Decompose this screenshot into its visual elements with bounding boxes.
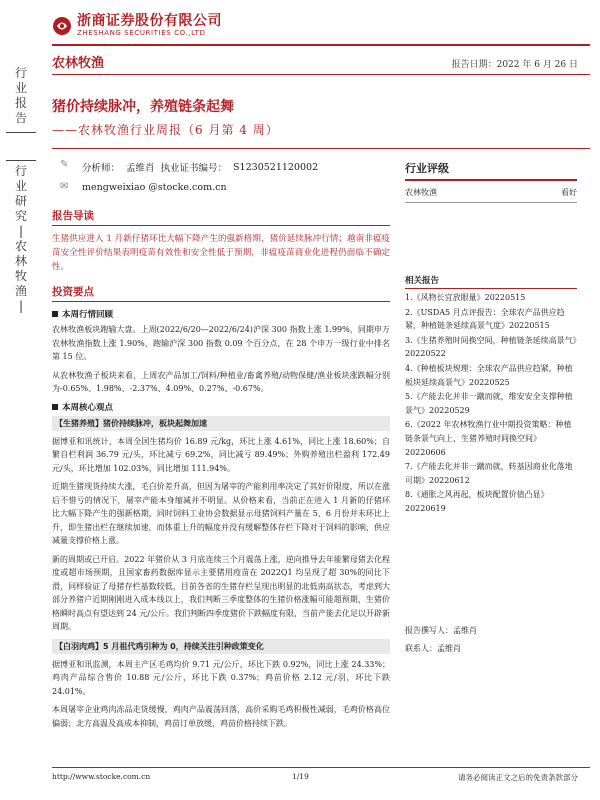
summary-text: 生猪供应进入 1 月新仔猪环比大幅下降产生的强新格期，猪价延续脉冲行情；越南非瘟疫苗安全性评价结果表明疫苗有效性和安全性低于预期，非瘟疫苗商业化进程仍面临不确定性。: [52, 234, 390, 272]
related-item[interactable]: 3.《生猪养殖时间换空间，种植链条延续高景气》20220522: [405, 335, 577, 359]
side-char: 究: [14, 209, 27, 223]
analyst-info: [82, 160, 324, 174]
paragraph: 从农林牧渔子板块来看，上周农产品加工/饲料/种植业/畜禽养殖/动物保健/渔业板块涨跌幅分别为-0.65%、1.98%、-2.37%、4.09%、0.27%、-0.67%。: [52, 370, 390, 393]
subsection-title: 本周行情回顾: [62, 310, 114, 320]
related-item[interactable]: 4.《种植板块规理：全球农产品供应趋紧，种植板块延续高景气》20220525: [405, 363, 573, 387]
topic-bar-hog: 【生猪养殖】猪价持续脉冲，板块起舞加速: [52, 416, 390, 431]
analyst-label: 分析师：: [82, 163, 121, 174]
side-char: 研: [14, 194, 27, 208]
rating-industry: 农林牧渔: [405, 188, 437, 197]
square-bullet-icon: [52, 311, 58, 317]
subsection-core-view: [52, 401, 390, 413]
side-char: 报: [14, 96, 27, 110]
side-divider: [6, 132, 36, 133]
company-logo: [52, 14, 222, 37]
summary-heading: 报告导读: [52, 208, 390, 226]
report-title: 猪价持续脉冲，养殖链条起舞: [52, 99, 234, 115]
report-subtitle: ——农林牧渔行业周报（6 月第 4 周）: [52, 123, 279, 137]
related-heading: 相关报告: [405, 274, 577, 289]
paragraph: 据博亚和讯监测，本周主产区毛鸡均价 9.71 元/公斤，环比下跌 0.92%，同比上涨 24.33%；鸡肉产品综合售价 10.88 元/公斤，环比下跌 0.37%；鸡苗价格 2.12 元/羽，环比下跌 24.01%。: [52, 659, 390, 696]
page-number: 1/19: [292, 772, 309, 781]
mail-icon: ✉: [60, 181, 69, 192]
pen-icon: ✎: [60, 159, 69, 170]
rating-box: [405, 160, 577, 203]
company-name-en: ZHESHANG SECURITIES CO.,LTD: [77, 29, 206, 37]
cert-label: 执业证书编号：: [160, 163, 228, 174]
header-underline: [52, 74, 590, 75]
contacts: [405, 622, 477, 658]
report-date: 报告日期：2022 年 6 月 26 日: [451, 60, 578, 70]
contact-person: 联系人：孟维肖: [405, 644, 461, 653]
side-tab-report: [2, 66, 40, 130]
rating-row: [405, 181, 577, 203]
title-rule: [52, 148, 590, 149]
invest-heading: 投资要点: [52, 284, 390, 302]
side-tab-research: [2, 164, 40, 314]
subsection-title: 本周核心观点: [62, 402, 114, 413]
side-char: 行: [14, 164, 27, 178]
side-char: 告: [14, 111, 27, 125]
rating-heading: 行业评级: [405, 160, 577, 181]
footer-disclaimer: 请务必阅读正文之后的免责条款部分: [458, 773, 578, 782]
paragraph: 据博亚和讯统计，本周全国生猪均价 16.89 元/kg，环比上涨 4.61%，同比上涨 18.60%；自繁自栏利润 36.79 元/头，环比减亏 69.2%，同比减亏 89.49%；外购养殖出栏盈利 172.49 元/头，环比增加 102.03%，同比增加 111.94%。: [52, 436, 390, 473]
side-divider: [6, 160, 36, 161]
analyst-email[interactable]: mengweixiao @stocke.com.cn: [82, 182, 227, 193]
header-rule: [52, 44, 590, 46]
related-item[interactable]: 6.《2022 年农林牧渔行业中期投资策略：种植链条景气向上，生猪养殖时间换空间》20220606: [405, 420, 572, 457]
side-char: |: [18, 299, 24, 313]
related-item[interactable]: 5.《产能去化并非一蹴而就，维安安全支撑种植景气》20220529: [405, 392, 573, 415]
subsection-market-review: [52, 308, 390, 320]
side-char: 渔: [14, 284, 27, 298]
rating-value: 看好: [561, 188, 577, 197]
related-item[interactable]: 8.《通胀之风再起，板块配置价值凸显》20220619: [405, 490, 549, 513]
report-writer: 报告撰写人：孟维肖: [405, 626, 477, 635]
side-char: 农: [14, 239, 27, 253]
paragraph: 新的周期或已开启。2022 年猪价从 3 月底连续三个月震荡上涨，逆向推导去年能繁母猪去化程度或超市场预期，且国家畜药数据库显示主要猪用疫苗在 2022Q1 均呈现了超 30%的同比下滑，同样验证了母猪存栏基数较低，目前各省的生猪存栏呈现出明显的北低南高状态，考虑到大部分养猪户近期刚刚进入成本线以上，我们判断三季度整体的生猪价格涨幅可能超预期，生猪价格瞬时高点有望达到 24 元/公斤。我们判断四季度猪价下跌幅度有限，当前产能去化足以开辟新周期。: [52, 554, 390, 631]
side-char: 业: [14, 81, 27, 95]
side-char: 牧: [14, 269, 27, 283]
paragraph: 近期生猪现货持续大涨，毛白价差升高，但因为屠宰的产能利用率决定了其好价限度，所以在涨后不惜亏的情况下，屠宰产能本身缩减并不明显。从价格来看，当前正在进入 1 月新的仔猪环比大幅下降产生的强新格期，同时饲料工业协会数据显示母猪饲料产量在 5、6 月份并未环比上升，即生猪出栏在继续加速，而体重上升的幅度并没有缓解整体存栏下降对于饲料的影响，供应减量支撑价格上涨。: [52, 482, 390, 545]
footer-url[interactable]: http://www.stocke.com.cn: [52, 772, 151, 781]
footer-rule: [52, 767, 590, 768]
paragraph: 农林牧渔板块跑输大盘。上周(2022/6/20—2022/6/24)沪深 300 指数上涨 1.99%，同期申万农林牧渔指数上涨 1.90%，跑输沪深 300 指数 0.09 个百分点，在 28 个申万一级行业中排名第 15 位。: [52, 325, 390, 361]
topic-bar-broiler: 【白羽肉鸡】5 月祖代鸡引种为 0，持续关注引种政策变化: [52, 639, 390, 654]
logo-mark-icon: [52, 16, 72, 36]
industry-label: 农林牧渔: [52, 56, 105, 71]
side-char: 业: [14, 179, 27, 193]
related-item[interactable]: 7.《产能去化并非一蹴而就，转基因商业化落地可期》20220612: [405, 462, 573, 485]
paragraph: 本周屠宰企业鸡肉冻品走货缓慢，鸡肉产品震荡回落，高价采购毛鸡积极性减弱，毛鸡价格高位偏弱；北方高温及高成本抑制，鸡苗订单放缓，鸡苗价格持续下跌。: [52, 705, 390, 728]
related-item[interactable]: 2.《USDA5 月点评报告：全球农产品供应趋紧，种植链条延续高景气度》20220515: [405, 307, 565, 331]
side-char: |: [18, 224, 24, 238]
company-name-cn: 浙商证券股份有限公司: [77, 13, 222, 29]
main-column: [52, 208, 390, 735]
cert-number: S1230521120002: [233, 161, 319, 173]
related-list: [405, 291, 577, 517]
square-bullet-icon: [52, 404, 58, 410]
analyst-name: 孟维肖: [126, 163, 155, 174]
related-item[interactable]: 1.《风物长宜放眼量》20220515: [405, 293, 526, 302]
side-char: 行: [14, 66, 27, 80]
side-char: 林: [14, 254, 27, 268]
